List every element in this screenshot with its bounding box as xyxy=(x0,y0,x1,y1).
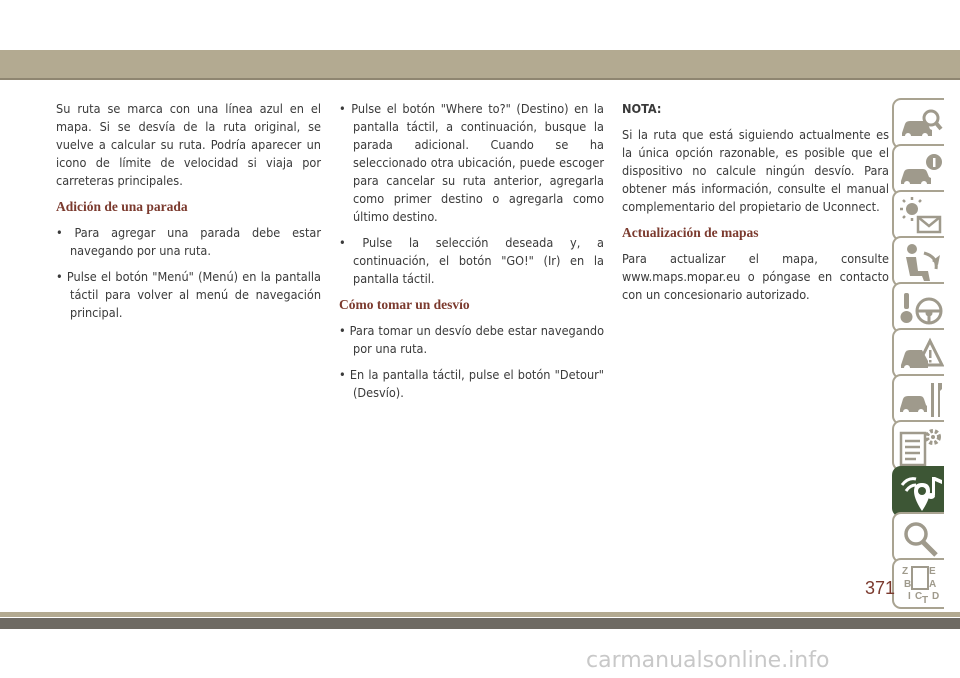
tab-service[interactable] xyxy=(892,374,944,425)
car-service-tools-icon xyxy=(898,379,944,423)
list-item: • Para tomar un desvío debe estar navegando por una ruta. xyxy=(339,323,604,356)
list-item: • Para agregar una parada debe estar navegando por una ruta. xyxy=(56,225,321,258)
watermark: carmanualsonline.info xyxy=(586,648,830,673)
tab-steering-wheel[interactable] xyxy=(892,282,944,333)
index-letter: I xyxy=(908,591,911,602)
list-item: • Pulse el botón "Menú" (Menú) en la pantalla táctil para volver al menú de navegación principal. xyxy=(56,269,321,320)
section-heading-map-update: Actualización de mapas xyxy=(622,225,759,240)
index-letter: T xyxy=(922,595,929,606)
index-letter: D xyxy=(932,591,940,602)
tab-index[interactable] xyxy=(892,512,944,563)
index-letter: A xyxy=(929,579,937,590)
steering-wheel-key-icon xyxy=(898,287,944,331)
multimedia-music-icon xyxy=(898,471,944,515)
index-search-icon xyxy=(898,517,944,561)
alphabet-index-icon xyxy=(898,563,944,607)
section-heading-detour: Cómo tomar un desvío xyxy=(339,297,470,312)
list-item: • Pulse la selección deseada y, a continuación, el botón "GO!" (Ir) en la pantalla táctil. xyxy=(339,235,604,286)
tab-alphabet-index[interactable] xyxy=(892,558,944,609)
intro-paragraph: Su ruta se marca con una línea azul en el mapa. Si se desvía de la ruta original, se vuelve a calcular su ruta. Podría aparecer un icono de límite de velocidad si viaja por carreteras principales. xyxy=(56,101,321,188)
note-title: NOTA: xyxy=(622,101,662,116)
note-text: Si la ruta que está siguiendo actualmente es la única opción razonable, es posible que el dispositivo no calcule ningún desvío. Para obtener más información, consulte el manual complementario del propietario de Uconnect. xyxy=(622,127,889,214)
index-letter: C xyxy=(915,591,923,602)
column-right xyxy=(622,100,889,312)
seat-airbag-icon xyxy=(898,241,944,285)
index-letter: E xyxy=(929,566,936,577)
car-emergency-icon xyxy=(898,333,944,377)
footer-rule xyxy=(0,618,960,629)
tab-specifications[interactable] xyxy=(892,420,944,471)
column-middle xyxy=(339,100,604,410)
tab-car-search[interactable] xyxy=(892,98,944,149)
column-left xyxy=(56,100,321,330)
map-update-paragraph: Para actualizar el mapa, consulte www.maps.mopar.eu o póngase en contacto con un concesionario autorizado. xyxy=(622,251,889,302)
index-letter: Z xyxy=(902,566,909,577)
tab-multimedia[interactable] xyxy=(892,466,944,517)
warning-lights-message-icon xyxy=(898,195,944,239)
index-letter: B xyxy=(904,579,912,590)
tab-emergency[interactable] xyxy=(892,328,944,379)
car-search-icon xyxy=(898,103,944,147)
header-band xyxy=(0,50,960,78)
footer-band xyxy=(0,612,960,617)
list-item: • En la pantalla táctil, pulse el botón "Detour" (Desvío). xyxy=(339,367,604,400)
tab-warning-lights[interactable] xyxy=(892,190,944,241)
header-rule xyxy=(0,78,960,80)
specifications-gear-icon xyxy=(898,425,944,469)
tab-seat-airbag[interactable] xyxy=(892,236,944,287)
section-heading-add-stop: Adición de una parada xyxy=(56,199,188,214)
car-info-icon xyxy=(898,149,944,193)
page-number: 371 xyxy=(864,578,895,598)
tab-car-info[interactable] xyxy=(892,144,944,195)
list-item: • Pulse el botón "Where to?" (Destino) en la pantalla táctil, a continuación, busque la parada adicional. Cuando se ha seleccionado otra ubicación, puede escoger para cancelar su ruta anterior, agregarla como primer destino o agregarla como último destino. xyxy=(339,101,604,224)
